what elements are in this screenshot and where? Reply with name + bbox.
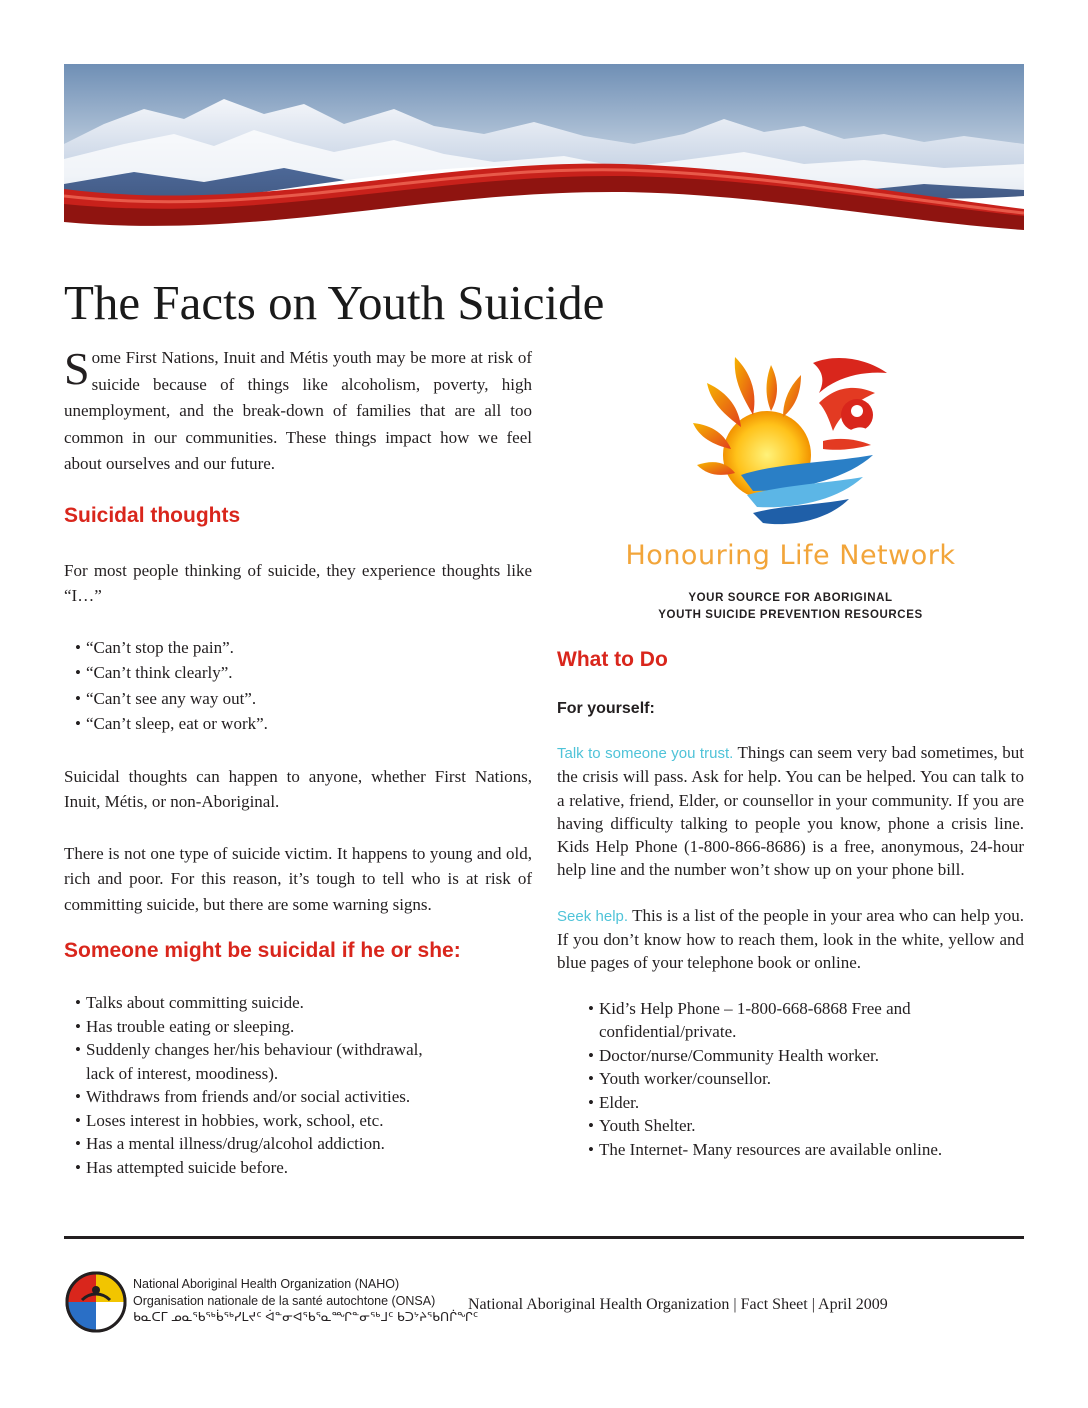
- tagline-line-1: YOUR SOURCE FOR ABORIGINAL: [688, 592, 893, 604]
- warning-signs-heading: Someone might be suicidal if he or she:: [64, 939, 461, 962]
- suicidal-thoughts-heading: Suicidal thoughts: [64, 503, 241, 527]
- org-name-inuktitut: ᑲᓇᑕᒥ ᓄᓇᖃᖅᑳᖅᓯᒪᔪᑦ ᐋᓐᓂᐊᖃᕐᓇᙱᓐᓂᖅᒧᑦ ᑲᑐᔾᔨᖃᑎᒌᖏᑦ: [133, 1310, 479, 1324]
- list-item: • Has a mental illness/drug/alcohol addiction.: [64, 1132, 532, 1156]
- intro-text: ome First Nations, Inuit and Métis youth may be more at risk of suicide because of things like alcoholism, poverty, high unemployment, and the break-down of families that are all too common in our communities. These things impact how we feel about ourselves and our future.: [64, 348, 532, 473]
- thoughts-list: [64, 636, 532, 736]
- list-item: • Talks about committing suicide.: [64, 991, 532, 1015]
- list-item: • Withdraws from friends and/or social activities.: [64, 1085, 532, 1109]
- list-item: • Has attempted suicide before.: [64, 1156, 532, 1180]
- list-item: • “Can’t sleep, eat or work”.: [64, 712, 532, 736]
- list-item: • “Can’t stop the pain”.: [64, 636, 532, 660]
- seek-help-paragraph: [557, 904, 1024, 975]
- list-item: • “Can’t think clearly”.: [64, 661, 532, 685]
- right-column: [557, 646, 1024, 1161]
- footer-organization: [133, 1276, 478, 1326]
- org-name-english: National Aboriginal Health Organization (NAHO): [133, 1277, 400, 1291]
- list-item: • Loses interest in hobbies, work, school, etc.: [64, 1109, 532, 1133]
- list-item: • “Can’t see any way out”.: [64, 687, 532, 711]
- tagline-line-2: YOUTH SUICIDE PREVENTION RESOURCES: [658, 609, 923, 621]
- for-yourself-subheading: For yourself:: [557, 700, 655, 717]
- anyone-paragraph: Suicidal thoughts can happen to anyone, whether First Nations, Inuit, Métis, or non-Aboriginal.: [64, 766, 532, 811]
- mountain-banner: [64, 64, 1024, 238]
- talk-to-someone-paragraph: [557, 741, 1024, 882]
- list-item: • Elder.: [577, 1091, 964, 1115]
- list-item: • Kid’s Help Phone – 1-800-668-6868 Free and confidential/private.: [577, 997, 964, 1044]
- honouring-life-network-logo: [557, 345, 1024, 625]
- mountain-braid-illustration: [64, 64, 1024, 238]
- suicidal-thoughts-lead: For most people thinking of suicide, they experience thoughts like “I…”: [64, 560, 532, 605]
- list-item: • Has trouble eating or sleeping.: [64, 1015, 532, 1039]
- seek-help-lead: Seek help.: [557, 907, 629, 925]
- warning-signs-list: [64, 991, 532, 1179]
- footer-publication-info: National Aboriginal Health Organization | Fact Sheet | April 2009: [468, 1296, 888, 1313]
- list-item: • Doctor/nurse/Community Health worker.: [577, 1044, 964, 1068]
- org-name-french: Organisation nationale de la santé autochtone (ONSA): [133, 1293, 436, 1308]
- left-column: [64, 345, 532, 1179]
- help-resources-list: [557, 997, 1024, 1162]
- page-title: The Facts on Youth Suicide: [64, 275, 605, 330]
- medicine-wheel-icon: [64, 1270, 128, 1334]
- network-name: Honouring Life Network: [625, 540, 956, 571]
- naho-logo: [64, 1270, 128, 1334]
- network-tagline: [557, 590, 1024, 624]
- what-to-do-heading: What to Do: [557, 648, 668, 671]
- list-item: • The Internet- Many resources are available online.: [577, 1138, 964, 1162]
- intro-paragraph: [64, 345, 532, 478]
- victim-paragraph: There is not one type of suicide victim. It happens to young and old, rich and poor. For this reason, it’s tough to tell who is at risk of committing suicide, but there are some warning signs.: [64, 843, 532, 914]
- drop-cap: S: [64, 343, 90, 394]
- seek-help-text: This is a list of the people in your area who can help you. If you don’t know how to reach them, look in the white, yellow and blue pages of your telephone book or online.: [557, 905, 1024, 973]
- list-item: • Youth Shelter.: [577, 1114, 964, 1138]
- talk-to-someone-lead: Talk to someone you trust.: [557, 745, 734, 762]
- list-item: • Youth worker/counsellor.: [577, 1067, 964, 1091]
- talk-to-someone-text: Things can seem very bad sometimes, but the crisis will pass. Ask for help. You can be helped. You can talk to a relative, friend, Elder, or counsellor in your community. If you are having difficulty talking to people you know, phone a crisis line. Kids Help Phone (1-800-866-8686) is a free, anonymous, 24-hour help line and the number won’t show up on your phone bill.: [557, 743, 1024, 880]
- footer-divider: [64, 1236, 1024, 1239]
- list-item: • Suddenly changes her/his behaviour (withdrawal, lack of interest, moodiness).: [64, 1038, 532, 1085]
- sun-face-logo-icon: [557, 345, 1024, 540]
